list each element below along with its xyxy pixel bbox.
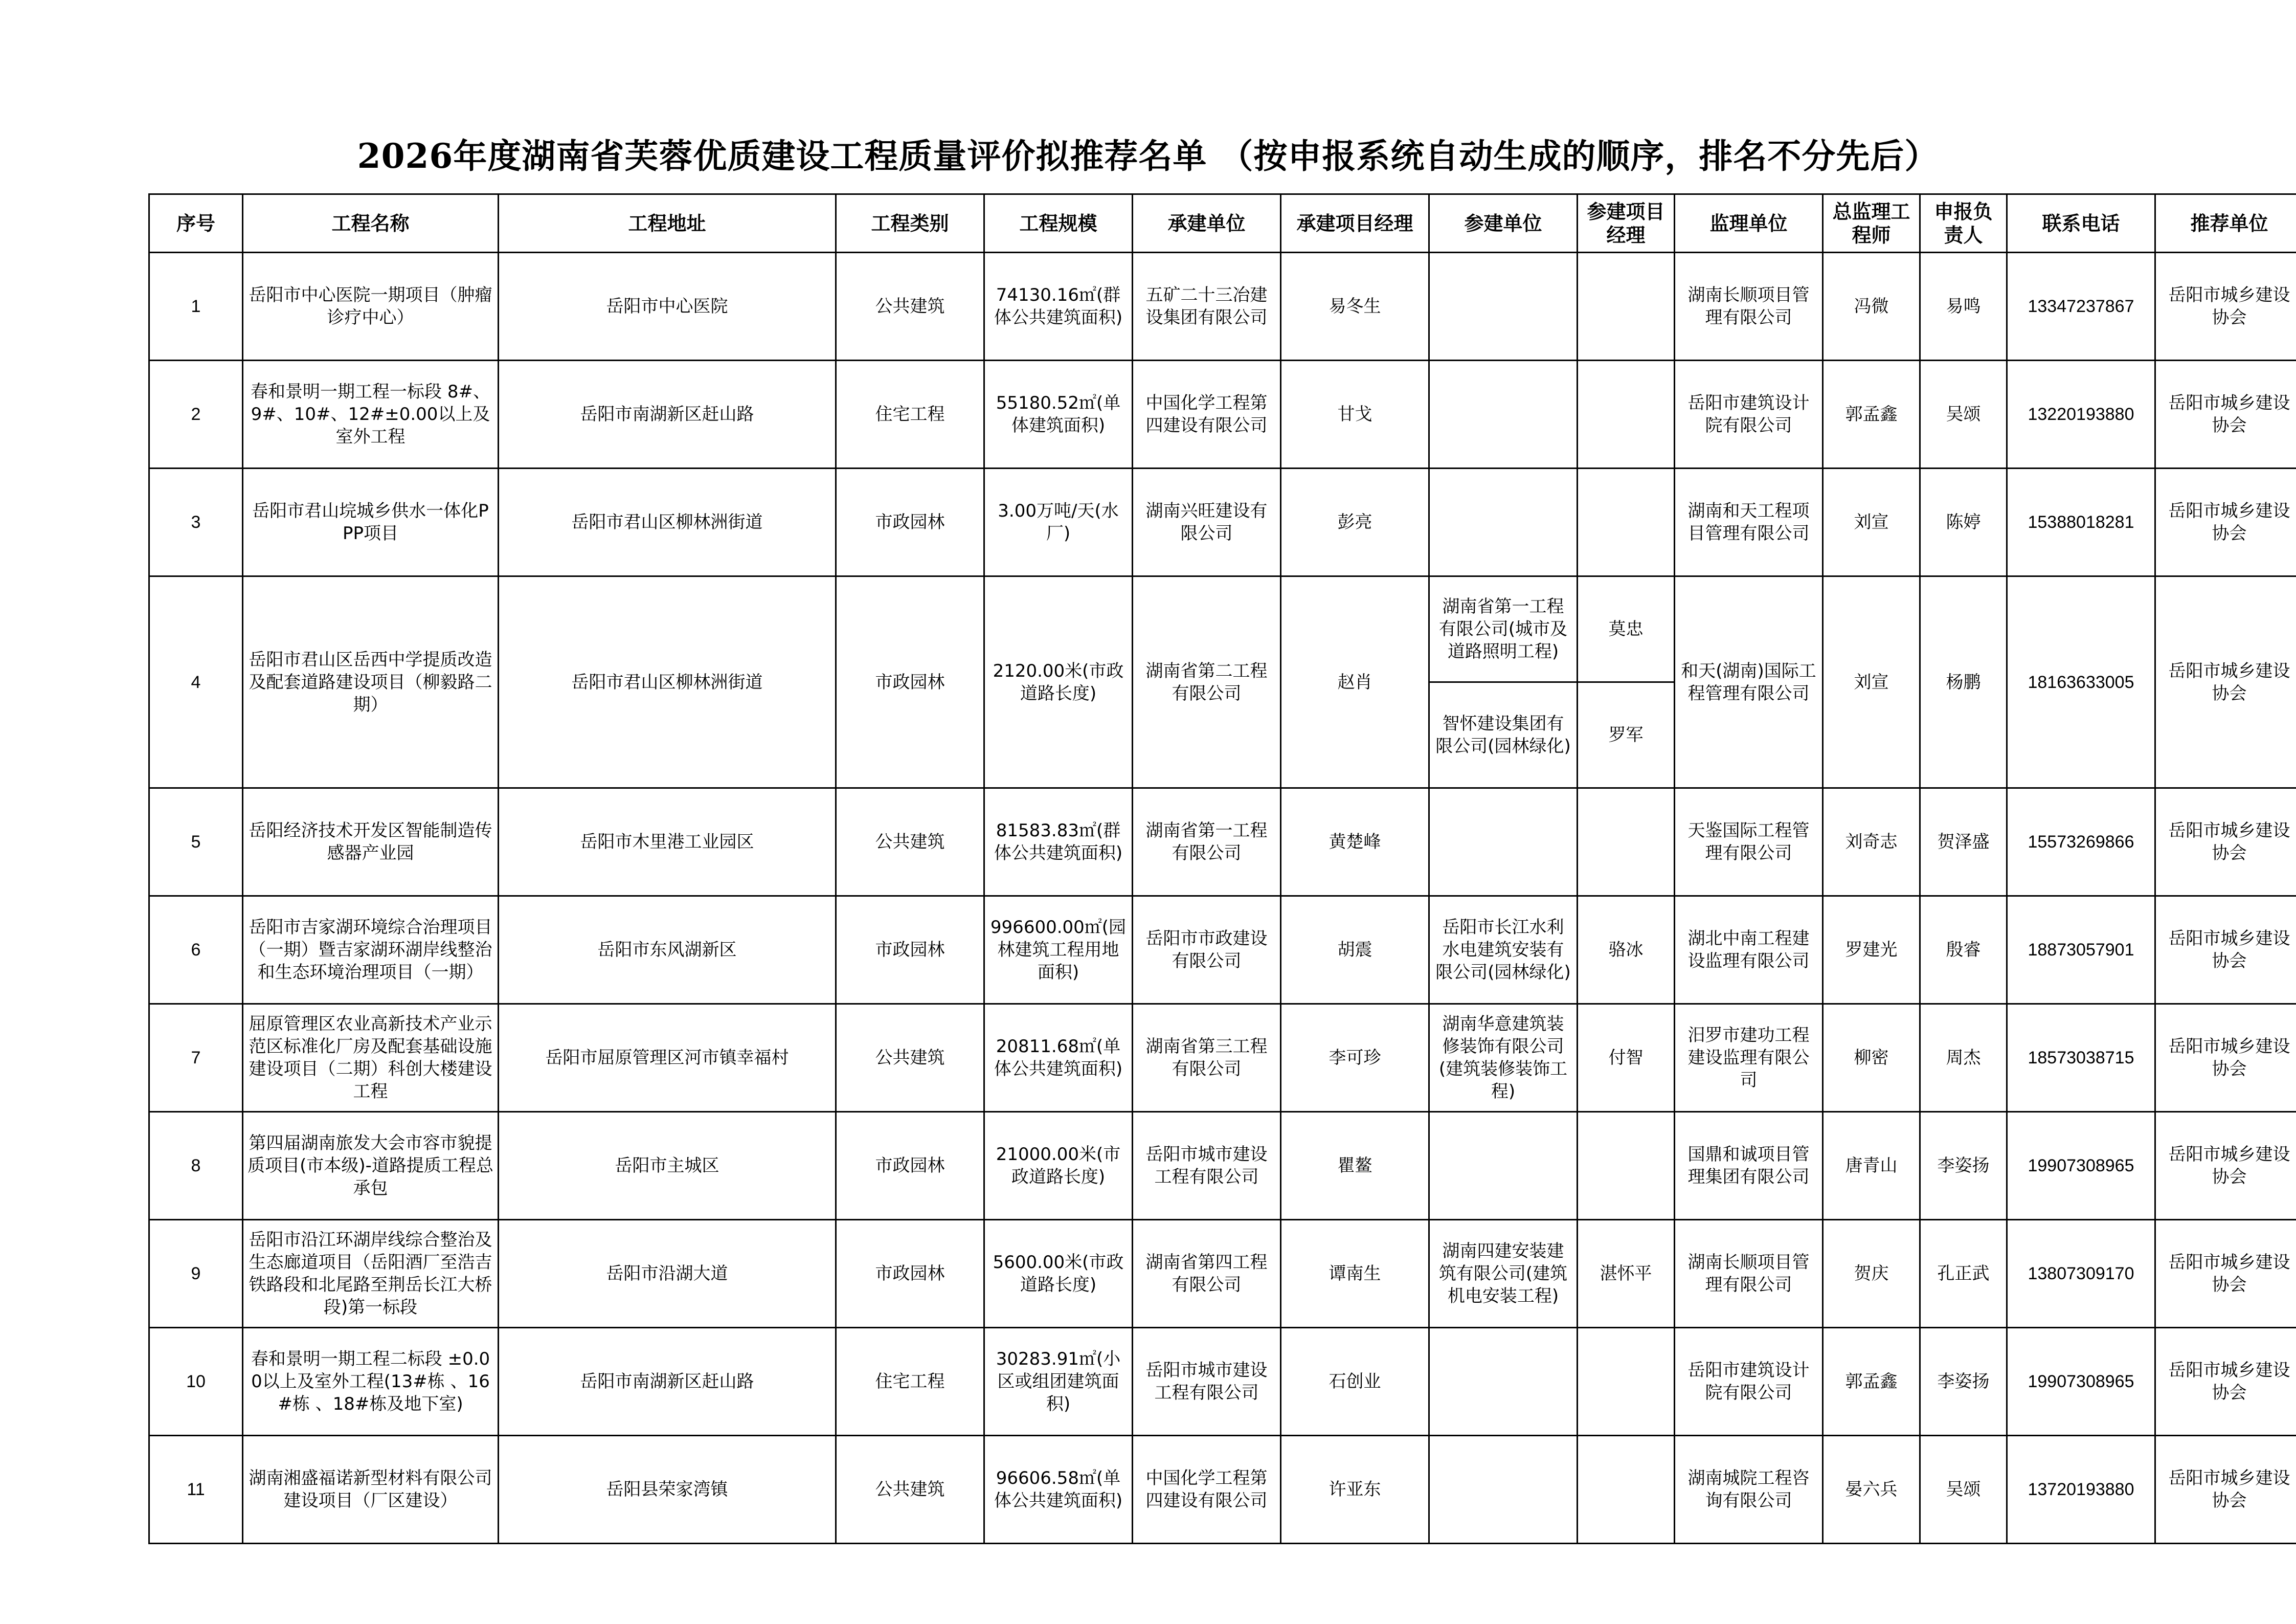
cell-no: 10: [149, 1328, 243, 1436]
cell-participant-manager: [1578, 1328, 1675, 1436]
cell-scale: 55180.52㎡(单体建筑面积): [984, 361, 1133, 469]
cell-participant-manager: [1578, 361, 1675, 469]
cell-category: 住宅工程: [836, 1328, 984, 1436]
cell-address: 岳阳市南湖新区赶山路: [499, 1328, 836, 1436]
cell-contractor: 岳阳市城市建设工程有限公司: [1133, 1328, 1281, 1436]
cell-no: 8: [149, 1112, 243, 1220]
cell-name: 春和景明一期工程一标段 8#、9#、10#、12#±0.00以上及室外工程: [243, 361, 499, 469]
table-row: [149, 253, 2296, 361]
cell-supervisor: 国鼎和诚项目管理集团有限公司: [1675, 1112, 1823, 1220]
cell-recommender: 岳阳市城乡建设协会: [2155, 788, 2296, 896]
cell-name: 屈原管理区农业高新技术产业示范区标准化厂房及配套基础设施建设项目（二期）科创大楼建设工程: [243, 1004, 499, 1112]
cell-contractor: 湖南省第二工程有限公司: [1133, 576, 1281, 788]
table-row: [149, 1112, 2296, 1220]
cell-chief-supervisor: 郭孟鑫: [1823, 1328, 1920, 1436]
cell-supervisor: 湖北中南工程建设监理有限公司: [1675, 896, 1823, 1004]
cell-category: 公共建筑: [836, 253, 984, 361]
cell-contractor: 中国化学工程第四建设有限公司: [1133, 361, 1281, 469]
cell-chief-supervisor: 冯微: [1823, 253, 1920, 361]
cell-participant: 智怀建设集团有限公司(园林绿化): [1429, 682, 1578, 788]
cell-no: 4: [149, 576, 243, 788]
cell-manager: 甘戈: [1281, 361, 1429, 469]
cell-no: 9: [149, 1220, 243, 1328]
cell-manager: 彭亮: [1281, 469, 1429, 576]
cell-participant: 湖南四建安装建筑有限公司(建筑机电安装工程): [1429, 1220, 1578, 1328]
cell-participant-manager: [1578, 469, 1675, 576]
cell-contractor: 湖南兴旺建设有限公司: [1133, 469, 1281, 576]
cell-supervisor: 湖南城院工程咨询有限公司: [1675, 1436, 1823, 1544]
cell-phone: 13720193880: [2007, 1436, 2155, 1544]
cell-applicant: 李姿扬: [1920, 1112, 2007, 1220]
cell-scale: 3.00万吨/天(水厂): [984, 469, 1133, 576]
cell-recommender: 岳阳市城乡建设协会: [2155, 1328, 2296, 1436]
cell-contractor: 湖南省第三工程有限公司: [1133, 1004, 1281, 1112]
cell-manager: 李可珍: [1281, 1004, 1429, 1112]
cell-address: 岳阳市中心医院: [499, 253, 836, 361]
cell-supervisor: 汨罗市建功工程建设监理有限公司: [1675, 1004, 1823, 1112]
cell-category: 市政园林: [836, 1112, 984, 1220]
header-phone: 联系电话: [2007, 194, 2155, 253]
cell-category: 市政园林: [836, 1220, 984, 1328]
cell-recommender: 岳阳市城乡建设协会: [2155, 361, 2296, 469]
cell-supervisor: 和天(湖南)国际工程管理有限公司: [1675, 576, 1823, 788]
cell-scale: 20811.68㎡(单体公共建筑面积): [984, 1004, 1133, 1112]
cell-chief-supervisor: 刘奇志: [1823, 788, 1920, 896]
cell-chief-supervisor: 罗建光: [1823, 896, 1920, 1004]
cell-category: 公共建筑: [836, 1436, 984, 1544]
cell-scale: 5600.00米(市政道路长度): [984, 1220, 1133, 1328]
cell-name: 岳阳市君山区岳西中学提质改造及配套道路建设项目（柳毅路二期）: [243, 576, 499, 788]
table-row: [149, 1220, 2296, 1328]
table-row: [149, 896, 2296, 1004]
cell-name: 岳阳经济技术开发区智能制造传感器产业园: [243, 788, 499, 896]
cell-phone: 15388018281: [2007, 469, 2155, 576]
cell-phone: 18163633005: [2007, 576, 2155, 788]
cell-manager: 易冬生: [1281, 253, 1429, 361]
cell-no: 6: [149, 896, 243, 1004]
cell-supervisor: 湖南长顺项目管理有限公司: [1675, 1220, 1823, 1328]
cell-applicant: 周杰: [1920, 1004, 2007, 1112]
cell-name: 岳阳市沿江环湖岸线综合整治及生态廊道项目（岳阳酒厂至浩吉铁路段和北尾路至荆岳长江大桥段)第一标段: [243, 1220, 499, 1328]
cell-address: 岳阳市沿湖大道: [499, 1220, 836, 1328]
cell-participant: [1429, 1112, 1578, 1220]
cell-participant: 岳阳市长江水利水电建筑安装有限公司(园林绿化): [1429, 896, 1578, 1004]
cell-participant: [1429, 1436, 1578, 1544]
cell-chief-supervisor: 贺庆: [1823, 1220, 1920, 1328]
cell-participant-manager: 罗军: [1578, 682, 1675, 788]
cell-chief-supervisor: 柳密: [1823, 1004, 1920, 1112]
cell-participant-manager: [1578, 1436, 1675, 1544]
cell-no: 11: [149, 1436, 243, 1544]
cell-contractor: 湖南省第四工程有限公司: [1133, 1220, 1281, 1328]
cell-recommender: 岳阳市城乡建设协会: [2155, 576, 2296, 788]
cell-phone: 13347237867: [2007, 253, 2155, 361]
header-name: 工程名称: [243, 194, 499, 253]
cell-name: 第四届湖南旅发大会市容市貌提质项目(市本级)-道路提质工程总承包: [243, 1112, 499, 1220]
cell-supervisor: 岳阳市建筑设计院有限公司: [1675, 361, 1823, 469]
cell-contractor: 五矿二十三冶建设集团有限公司: [1133, 253, 1281, 361]
header-no: 序号: [149, 194, 243, 253]
cell-address: 岳阳市主城区: [499, 1112, 836, 1220]
cell-supervisor: 湖南长顺项目管理有限公司: [1675, 253, 1823, 361]
cell-recommender: 岳阳市城乡建设协会: [2155, 1004, 2296, 1112]
cell-manager: 黄楚峰: [1281, 788, 1429, 896]
cell-applicant: 吴颂: [1920, 361, 2007, 469]
cell-contractor: 岳阳市城市建设工程有限公司: [1133, 1112, 1281, 1220]
cell-chief-supervisor: 晏六兵: [1823, 1436, 1920, 1544]
cell-chief-supervisor: 刘宣: [1823, 576, 1920, 788]
cell-manager: 赵肖: [1281, 576, 1429, 788]
cell-address: 岳阳市南湖新区赶山路: [499, 361, 836, 469]
cell-scale: 74130.16㎡(群体公共建筑面积): [984, 253, 1133, 361]
cell-address: 岳阳市君山区柳林洲街道: [499, 469, 836, 576]
header-address: 工程地址: [499, 194, 836, 253]
cell-participant: [1429, 469, 1578, 576]
cell-phone: 18573038715: [2007, 1004, 2155, 1112]
table-row: [149, 576, 2296, 682]
table-row: [149, 1328, 2296, 1436]
cell-name: 湖南湘盛福诺新型材料有限公司建设项目（厂区建设）: [243, 1436, 499, 1544]
cell-name: 岳阳市吉家湖环境综合治理项目（一期）暨吉家湖环湖岸线整治和生态环境治理项目（一期）: [243, 896, 499, 1004]
cell-manager: 瞿鳌: [1281, 1112, 1429, 1220]
cell-category: 市政园林: [836, 469, 984, 576]
cell-contractor: 岳阳市市政建设有限公司: [1133, 896, 1281, 1004]
cell-address: 岳阳市东风湖新区: [499, 896, 836, 1004]
cell-manager: 许亚东: [1281, 1436, 1429, 1544]
header-manager: 承建项目经理: [1281, 194, 1429, 253]
cell-supervisor: 岳阳市建筑设计院有限公司: [1675, 1328, 1823, 1436]
cell-applicant: 易鸣: [1920, 253, 2007, 361]
cell-name: 岳阳市中心医院一期项目（肿瘤诊疗中心）: [243, 253, 499, 361]
cell-recommender: 岳阳市城乡建设协会: [2155, 469, 2296, 576]
cell-no: 7: [149, 1004, 243, 1112]
cell-participant: [1429, 788, 1578, 896]
cell-phone: 19907308965: [2007, 1328, 2155, 1436]
cell-chief-supervisor: 唐青山: [1823, 1112, 1920, 1220]
header-scale: 工程规模: [984, 194, 1133, 253]
cell-recommender: 岳阳市城乡建设协会: [2155, 896, 2296, 1004]
cell-phone: 13220193880: [2007, 361, 2155, 469]
cell-phone: 15573269866: [2007, 788, 2155, 896]
cell-participant-manager: [1578, 253, 1675, 361]
cell-chief-supervisor: 郭孟鑫: [1823, 361, 1920, 469]
cell-no: 3: [149, 469, 243, 576]
cell-applicant: 陈婷: [1920, 469, 2007, 576]
cell-name: 岳阳市君山垸城乡供水一体化PPP项目: [243, 469, 499, 576]
cell-phone: 13807309170: [2007, 1220, 2155, 1328]
header-participant: 参建单位: [1429, 194, 1578, 253]
cell-applicant: 杨鹏: [1920, 576, 2007, 788]
cell-address: 岳阳市屈原管理区河市镇幸福村: [499, 1004, 836, 1112]
cell-category: 公共建筑: [836, 788, 984, 896]
cell-recommender: 岳阳市城乡建设协会: [2155, 1220, 2296, 1328]
cell-participant-manager: [1578, 1112, 1675, 1220]
cell-category: 市政园林: [836, 896, 984, 1004]
page-title: 2026年度湖南省芙蓉优质建设工程质量评价拟推荐名单 （按申报系统自动生成的顺序，排名不分先后）: [357, 136, 1939, 176]
cell-no: 5: [149, 788, 243, 896]
cell-phone: 18873057901: [2007, 896, 2155, 1004]
table-row: [149, 1004, 2296, 1112]
cell-contractor: 中国化学工程第四建设有限公司: [1133, 1436, 1281, 1544]
cell-category: 公共建筑: [836, 1004, 984, 1112]
cell-category: 市政园林: [836, 576, 984, 788]
table-row: [149, 361, 2296, 469]
cell-no: 2: [149, 361, 243, 469]
header-supervisor: 监理单位: [1675, 194, 1823, 253]
cell-manager: 谭南生: [1281, 1220, 1429, 1328]
cell-scale: 96606.58㎡(单体公共建筑面积): [984, 1436, 1133, 1544]
cell-manager: 胡震: [1281, 896, 1429, 1004]
cell-address: 岳阳市木里港工业园区: [499, 788, 836, 896]
cell-supervisor: 湖南和天工程项目管理有限公司: [1675, 469, 1823, 576]
cell-address: 岳阳市君山区柳林洲街道: [499, 576, 836, 788]
cell-applicant: 贺泽盛: [1920, 788, 2007, 896]
cell-participant: [1429, 1328, 1578, 1436]
cell-applicant: 李姿扬: [1920, 1328, 2007, 1436]
cell-recommender: 岳阳市城乡建设协会: [2155, 1436, 2296, 1544]
header-contractor: 承建单位: [1133, 194, 1281, 253]
cell-recommender: 岳阳市城乡建设协会: [2155, 253, 2296, 361]
cell-address: 岳阳县荣家湾镇: [499, 1436, 836, 1544]
cell-supervisor: 天鉴国际工程管理有限公司: [1675, 788, 1823, 896]
cell-category: 住宅工程: [836, 361, 984, 469]
header-category: 工程类别: [836, 194, 984, 253]
cell-participant-manager: 莫忠: [1578, 576, 1675, 682]
cell-participant-manager: 付智: [1578, 1004, 1675, 1112]
cell-applicant: 吴颂: [1920, 1436, 2007, 1544]
header-recommender: 推荐单位: [2155, 194, 2296, 253]
table-row: [149, 788, 2296, 896]
cell-name: 春和景明一期工程二标段 ±0.00以上及室外工程(13#栋 、16#栋 、18#栋及地下室): [243, 1328, 499, 1436]
cell-recommender: 岳阳市城乡建设协会: [2155, 1112, 2296, 1220]
cell-scale: 996600.00㎡(园林建筑工程用地面积): [984, 896, 1133, 1004]
cell-scale: 30283.91㎡(小区或组团建筑面积): [984, 1328, 1133, 1436]
cell-participant: [1429, 361, 1578, 469]
cell-applicant: 殷睿: [1920, 896, 2007, 1004]
cell-no: 1: [149, 253, 243, 361]
header-row: [149, 194, 2296, 253]
recommendation-table: [148, 193, 2296, 1544]
cell-scale: 81583.83㎡(群体公共建筑面积): [984, 788, 1133, 896]
cell-participant: 湖南省第一工程有限公司(城市及道路照明工程): [1429, 576, 1578, 682]
cell-participant-manager: 湛怀平: [1578, 1220, 1675, 1328]
cell-participant-manager: 骆冰: [1578, 896, 1675, 1004]
table-row: [149, 469, 2296, 576]
header-chief-supervisor: 总监理工程师: [1823, 194, 1920, 253]
cell-scale: 21000.00米(市政道路长度): [984, 1112, 1133, 1220]
header-applicant: 申报负责人: [1920, 194, 2007, 253]
header-participant-manager: 参建项目经理: [1578, 194, 1675, 253]
cell-contractor: 湖南省第一工程有限公司: [1133, 788, 1281, 896]
cell-participant-manager: [1578, 788, 1675, 896]
cell-scale: 2120.00米(市政道路长度): [984, 576, 1133, 788]
cell-participant: [1429, 253, 1578, 361]
table-row: [149, 1436, 2296, 1544]
cell-applicant: 孔正武: [1920, 1220, 2007, 1328]
cell-chief-supervisor: 刘宣: [1823, 469, 1920, 576]
cell-phone: 19907308965: [2007, 1112, 2155, 1220]
cell-participant: 湖南华意建筑装修装饰有限公司(建筑装修装饰工程): [1429, 1004, 1578, 1112]
cell-manager: 石创业: [1281, 1328, 1429, 1436]
